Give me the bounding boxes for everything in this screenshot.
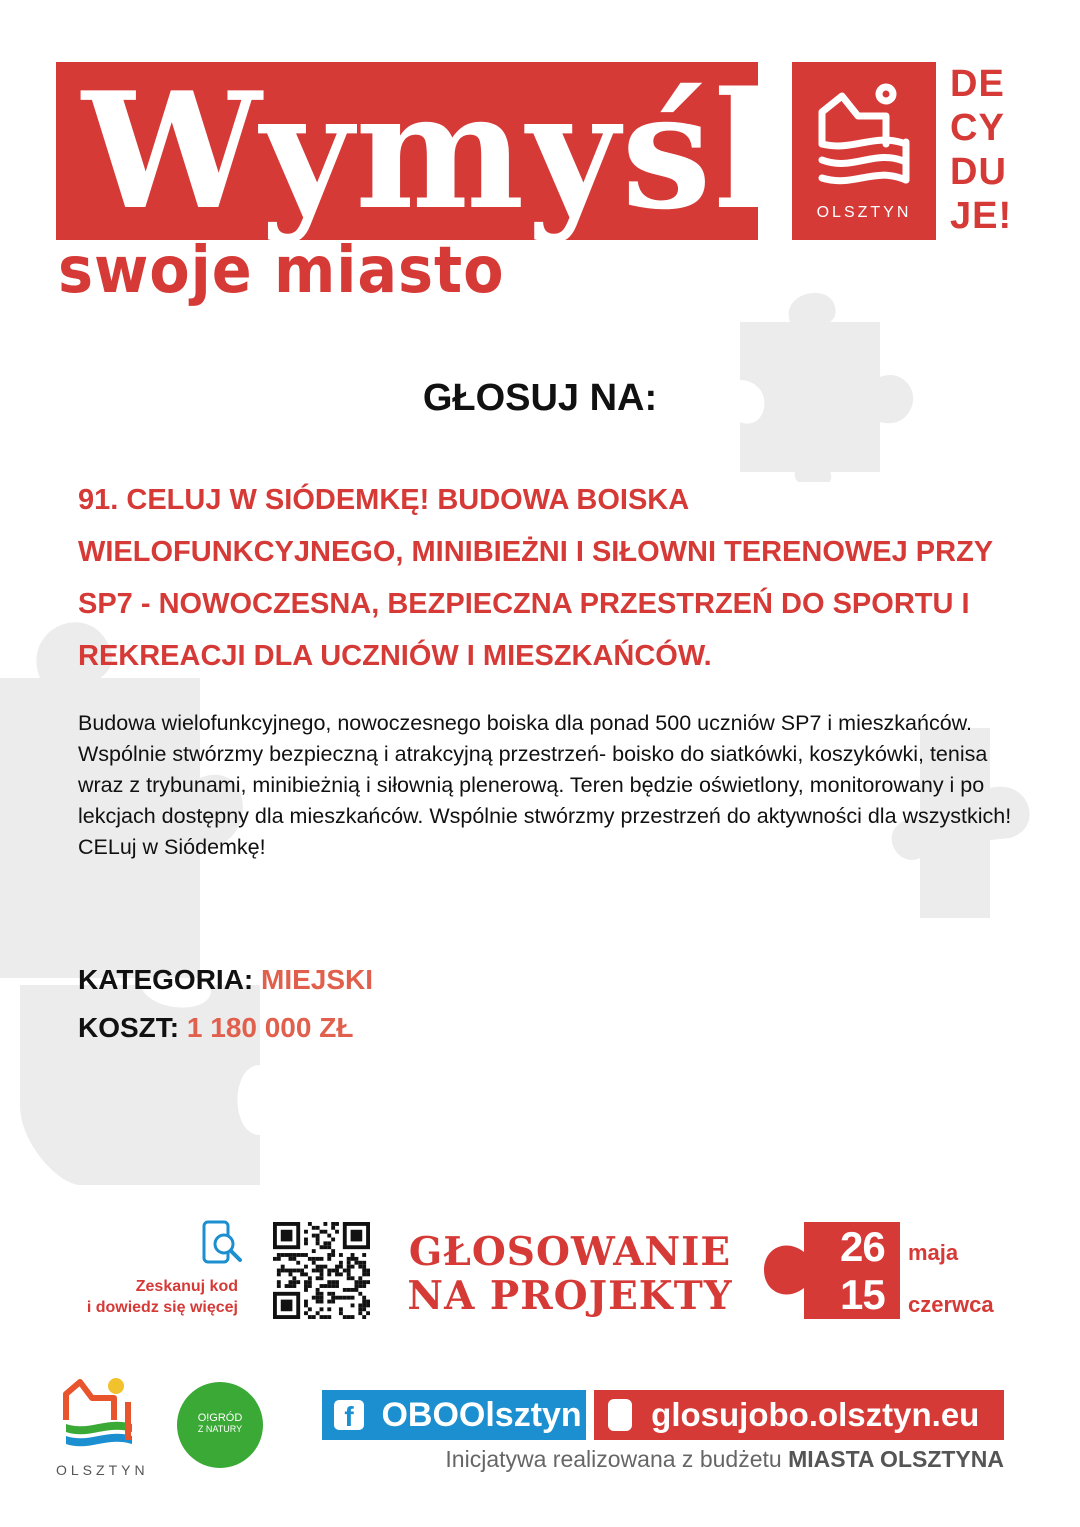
project-title: 91. CELUJ W SIÓDEMKĘ! BUDOWA BOISKA WIELOFUNKCYJNEGO, MINIBIEŻNI I SIŁOWNI TERENOWEJ PRZY SP7 - NOWOCZESNA, BEZPIECZNA PRZESTRZEŃ DO SPORTU I REKREACJI DLA UCZNIÓW I MIESZKAŃCÓW. <box>78 484 993 672</box>
phone-scan-icon <box>200 1220 244 1268</box>
decyduje-line: DE <box>950 63 1005 105</box>
facebook-link[interactable] <box>322 1390 586 1440</box>
olsztyn-logo-text: OLSZTYN <box>56 1462 149 1478</box>
voting-line: NA PROJEKTY <box>407 1273 733 1319</box>
voting-dates <box>764 1222 914 1319</box>
qr-code[interactable] <box>273 1222 370 1319</box>
cost-value: 1 180 000 ZŁ <box>186 1012 354 1043</box>
olsztyn-logo-box <box>792 62 936 240</box>
facebook-handle: OBOOlsztyn <box>381 1396 582 1434</box>
facebook-icon: f <box>334 1400 364 1430</box>
subtitle: swoje miasto <box>58 234 505 308</box>
mouse-icon <box>608 1399 632 1431</box>
website-link[interactable] <box>594 1390 1004 1440</box>
voting-announcement <box>400 1230 740 1318</box>
scan-line: Zeskanuj kod <box>135 1278 238 1295</box>
date-end-month: czerwca <box>908 1292 994 1317</box>
category-row <box>78 956 373 1004</box>
date-start-month: maja <box>908 1240 959 1265</box>
initiative-text: Inicjatywa realizowana z budżetu <box>445 1446 782 1472</box>
decyduje-line: JE! <box>950 195 1013 237</box>
dates-puzzle-shape <box>764 1222 914 1319</box>
olsztyn-logo-icon <box>62 1372 136 1456</box>
initiative-bold: MIASTA OLSZTYNA <box>788 1446 1004 1472</box>
decyduje-text <box>950 62 1012 238</box>
olsztyn-emblem-icon <box>814 82 914 192</box>
project-description: Budowa wielofunkcyjnego, nowoczesnego boiska dla ponad 500 uczniów SP7 i mieszkańców. Wspólnie stwórzmy bezpieczną i atrakcyjną przestrzeń- boisko do siatkówki, koszykówki, tenisa wraz z trybunami, minibieżnią i siłownią plenerową. Teren będzie oświetlony, monitorowany i po lekcjach dostępny dla mieszkańców. Wspólnie stwórzmy przestrzeń do aktywności dla wszystkich! CELuj w Siódemkę! <box>78 711 1012 859</box>
date-start-day: 26 <box>840 1223 885 1270</box>
scan-line: i dowiedz się więcej <box>86 1299 238 1316</box>
title-banner <box>56 57 777 245</box>
scan-instruction <box>50 1276 238 1318</box>
vote-heading: GŁOSUJ NA: <box>422 377 658 419</box>
ogrod-line: Z NATURY <box>197 1424 243 1434</box>
cost-row <box>78 1004 373 1052</box>
category-value: MIEJSKI <box>261 964 374 995</box>
website-url: glosujobo.olsztyn.eu <box>651 1396 980 1433</box>
voting-line: GŁOSOWANIE <box>408 1229 732 1275</box>
ogrod-line: O!GRÓD <box>197 1412 243 1424</box>
decyduje-line: DU <box>950 151 1007 193</box>
initiative-note <box>390 1444 1004 1474</box>
date-end-day: 15 <box>840 1271 885 1318</box>
cost-label: KOSZT: <box>78 1012 180 1043</box>
category-label: KATEGORIA: <box>78 964 254 995</box>
main-title: Wymyśl <box>82 57 777 245</box>
project-meta <box>78 956 373 1052</box>
decyduje-line: CY <box>950 107 1005 149</box>
logo-city-name: OLSZTYN <box>816 204 912 221</box>
ogrod-z-natury-logo <box>177 1382 263 1468</box>
